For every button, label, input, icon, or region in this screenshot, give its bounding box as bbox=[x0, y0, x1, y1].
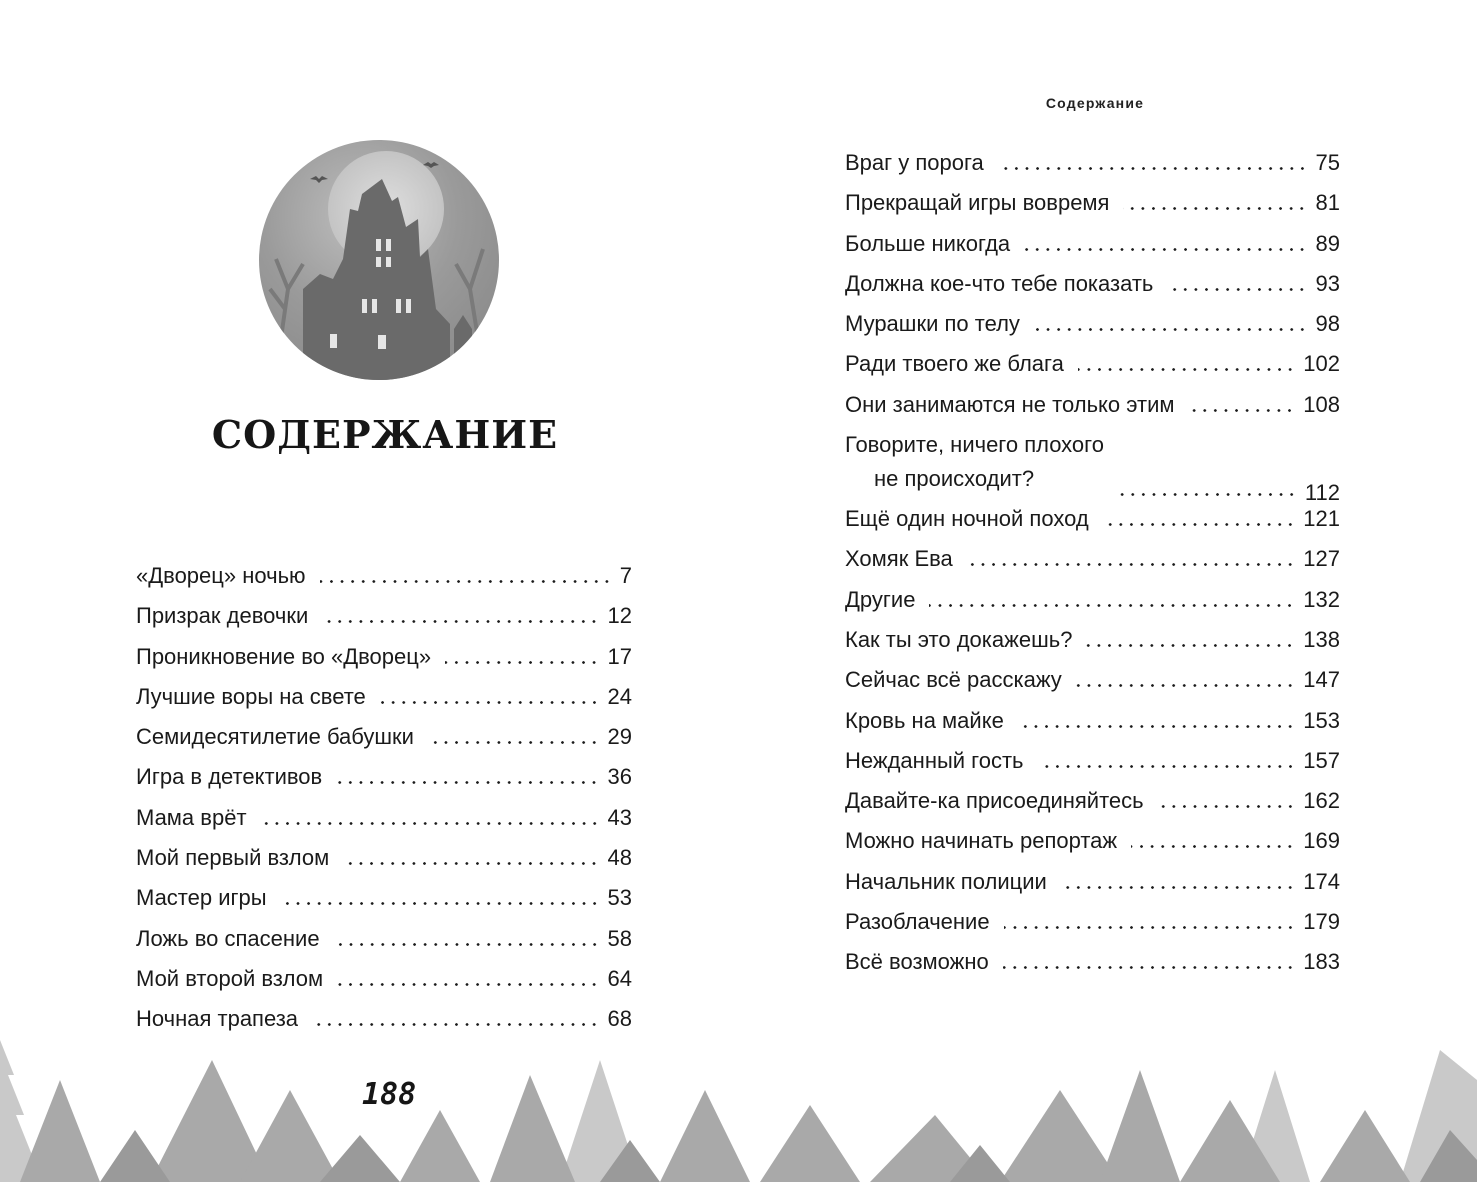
toc-entry-title: Мастер игры bbox=[136, 885, 267, 911]
toc-entry-page: 127 bbox=[1303, 546, 1340, 572]
toc-entry-page: 121 bbox=[1303, 506, 1340, 532]
dot-leader bbox=[281, 902, 600, 905]
dot-leader bbox=[1061, 886, 1296, 889]
toc-entry-title: Игра в детективов bbox=[136, 764, 323, 790]
dot-leader bbox=[1123, 207, 1307, 210]
dot-leader bbox=[1038, 765, 1296, 768]
toc-entry-title: Мама врёт bbox=[136, 804, 247, 830]
toc-entry[interactable] bbox=[136, 684, 632, 724]
toc-entry-page: 93 bbox=[1315, 270, 1340, 296]
dot-leader bbox=[1167, 288, 1307, 291]
toc-entry[interactable] bbox=[845, 869, 1340, 909]
toc-entry[interactable] bbox=[845, 351, 1340, 391]
toc-entry[interactable] bbox=[845, 150, 1340, 190]
dot-leader bbox=[1018, 725, 1295, 728]
toc-entry[interactable] bbox=[845, 190, 1340, 230]
toc-entry[interactable] bbox=[845, 788, 1340, 828]
toc-entry[interactable] bbox=[845, 506, 1340, 546]
toc-entry-page: 43 bbox=[607, 804, 632, 830]
toc-entry-title: Другие bbox=[845, 586, 916, 612]
dot-leader bbox=[1004, 926, 1296, 929]
toc-entry[interactable] bbox=[136, 926, 632, 966]
toc-entry[interactable] bbox=[845, 311, 1340, 351]
toc-entry-title: Мурашки по телу bbox=[845, 311, 1020, 337]
toc-entry-page: 7 bbox=[619, 563, 632, 588]
toc-entry-page: 169 bbox=[1303, 828, 1340, 854]
toc-entry-page: 36 bbox=[607, 764, 632, 790]
toc-entry-title: Начальник полиции bbox=[845, 868, 1047, 894]
toc-entry-page: 138 bbox=[1303, 626, 1340, 652]
toc-entry[interactable] bbox=[136, 644, 632, 684]
toc-entry-title: Мой первый взлом bbox=[136, 845, 330, 871]
toc-entry[interactable] bbox=[845, 949, 1340, 989]
toc-entry[interactable] bbox=[845, 432, 1340, 506]
toc-entry-page: 68 bbox=[607, 1006, 632, 1032]
toc-entry-title-line2: не происходит? bbox=[874, 466, 1035, 492]
toc-entry-page: 58 bbox=[607, 925, 632, 951]
dot-leader bbox=[428, 741, 600, 744]
toc-entry-title: Разоблачение bbox=[845, 909, 990, 935]
toc-entry-page: 17 bbox=[607, 643, 632, 669]
toc-entry-page: 147 bbox=[1303, 667, 1340, 693]
toc-entry-title: Ночная трапеза bbox=[136, 1006, 299, 1032]
dot-leader bbox=[1086, 644, 1295, 647]
running-head: Содержание bbox=[1045, 95, 1145, 111]
toc-entry-title: Больше никогда bbox=[845, 230, 1011, 256]
toc-entry-title-line1: Говорите, ничего плохого bbox=[845, 432, 1104, 458]
toc-entry-title: Лучшие воры на свете bbox=[136, 683, 366, 709]
dot-leader bbox=[929, 604, 1295, 607]
toc-entry-title: Хомяк Ева bbox=[845, 546, 953, 572]
toc-entry-page: 108 bbox=[1303, 391, 1340, 417]
toc-entry-title: Должна кое-что тебе показать bbox=[845, 270, 1154, 296]
toc-entry[interactable] bbox=[845, 909, 1340, 949]
toc-entry-title: Нежданный гость bbox=[845, 747, 1024, 773]
toc-entry[interactable] bbox=[136, 764, 632, 804]
toc-entry-title: Сейчас всё расскажу bbox=[845, 667, 1062, 693]
toc-entry[interactable] bbox=[136, 603, 632, 643]
toc-entry[interactable] bbox=[845, 271, 1340, 311]
toc-entry-title: Проникновение во «Дворец» bbox=[136, 643, 432, 669]
toc-entry-title: Прекращай игры вовремя bbox=[845, 190, 1110, 216]
toc-entry[interactable] bbox=[136, 563, 632, 603]
toc-entry[interactable] bbox=[845, 708, 1340, 748]
toc-entry[interactable] bbox=[845, 748, 1340, 788]
toc-entry[interactable] bbox=[845, 667, 1340, 707]
toc-entry[interactable] bbox=[845, 546, 1340, 586]
dot-leader bbox=[1103, 523, 1296, 526]
dot-leader bbox=[1131, 845, 1295, 848]
dot-leader bbox=[1078, 368, 1295, 371]
toc-entry-page: 112 bbox=[1304, 480, 1340, 506]
toc-entry-page: 179 bbox=[1303, 909, 1340, 935]
dot-leader bbox=[1188, 409, 1295, 412]
dot-leader bbox=[337, 983, 599, 986]
forest-silhouette bbox=[0, 1020, 1477, 1182]
toc-entry[interactable] bbox=[136, 966, 632, 1006]
page-number: 188 bbox=[362, 1077, 417, 1112]
toc-entry-page: 29 bbox=[607, 724, 632, 750]
dot-leader bbox=[261, 822, 600, 825]
toc-entry[interactable] bbox=[845, 828, 1340, 868]
dot-leader bbox=[1024, 248, 1307, 251]
dot-leader bbox=[1076, 684, 1295, 687]
toc-entry[interactable] bbox=[136, 724, 632, 764]
toc-entry-page: 98 bbox=[1315, 311, 1340, 337]
dot-leader bbox=[343, 862, 599, 865]
toc-entry-page: 153 bbox=[1303, 707, 1340, 733]
dot-leader bbox=[334, 943, 600, 946]
toc-entry-title: Ложь во спасение bbox=[136, 925, 320, 951]
dot-leader bbox=[320, 580, 612, 583]
toc-entry-title: Как ты это докажешь? bbox=[845, 626, 1073, 652]
toc-entry-title: Ещё один ночной поход bbox=[845, 506, 1089, 532]
dot-leader bbox=[1003, 966, 1296, 969]
toc-entry[interactable] bbox=[845, 392, 1340, 432]
toc-entry-title bbox=[845, 432, 1104, 492]
toc-entry-title: Всё возможно bbox=[845, 949, 989, 975]
toc-entry-page: 89 bbox=[1315, 230, 1340, 256]
dot-leader bbox=[336, 781, 599, 784]
toc-list-left bbox=[136, 563, 632, 1047]
toc-entry-page: 24 bbox=[607, 683, 632, 709]
dot-leader bbox=[967, 563, 1295, 566]
toc-entry-page: 75 bbox=[1315, 150, 1340, 175]
haunted-house-illustration bbox=[258, 139, 500, 381]
dot-leader bbox=[1034, 328, 1308, 331]
toc-entry-title: Семидесятилетие бабушки bbox=[136, 724, 414, 750]
toc-entry-title: Враг у порога bbox=[845, 150, 984, 175]
page-title: СОДЕРЖАНИЕ bbox=[211, 412, 559, 457]
toc-entry-title: Давайте-ка присоединяйтесь bbox=[845, 788, 1144, 814]
toc-entry[interactable] bbox=[845, 627, 1340, 667]
toc-entry-page: 53 bbox=[607, 885, 632, 911]
toc-entry-page: 81 bbox=[1315, 190, 1340, 216]
dot-leader bbox=[445, 661, 599, 664]
toc-entry[interactable] bbox=[136, 805, 632, 845]
toc-entry-title: «Дворец» ночью bbox=[136, 563, 306, 588]
dot-leader bbox=[1158, 805, 1296, 808]
toc-entry-page: 174 bbox=[1303, 868, 1340, 894]
toc-entry-page: 102 bbox=[1303, 351, 1340, 377]
toc-entry-page: 183 bbox=[1303, 949, 1340, 975]
toc-entry[interactable] bbox=[845, 587, 1340, 627]
dot-leader bbox=[380, 701, 600, 704]
toc-entry-page: 132 bbox=[1303, 586, 1340, 612]
toc-entry[interactable] bbox=[136, 845, 632, 885]
toc-entry-page: 12 bbox=[607, 603, 632, 629]
toc-entry-title: Кровь на майке bbox=[845, 707, 1004, 733]
toc-list-right bbox=[845, 150, 1340, 990]
toc-entry-page: 157 bbox=[1303, 747, 1340, 773]
toc-entry-page: 48 bbox=[607, 845, 632, 871]
toc-entry-title: Можно начинать репортаж bbox=[845, 828, 1118, 854]
dot-leader bbox=[998, 167, 1308, 170]
toc-entry[interactable] bbox=[136, 885, 632, 925]
dot-leader bbox=[322, 620, 599, 623]
toc-entry-title: Мой второй взлом bbox=[136, 965, 324, 991]
toc-entry-page: 64 bbox=[607, 965, 632, 991]
toc-entry-title: Призрак девочки bbox=[136, 603, 309, 629]
toc-entry-title: Они занимаются не только этим bbox=[845, 391, 1175, 417]
toc-entry-title: Ради твоего же блага bbox=[845, 351, 1064, 377]
toc-entry[interactable] bbox=[845, 231, 1340, 271]
dot-leader bbox=[1118, 493, 1297, 496]
toc-entry-page: 162 bbox=[1303, 788, 1340, 814]
